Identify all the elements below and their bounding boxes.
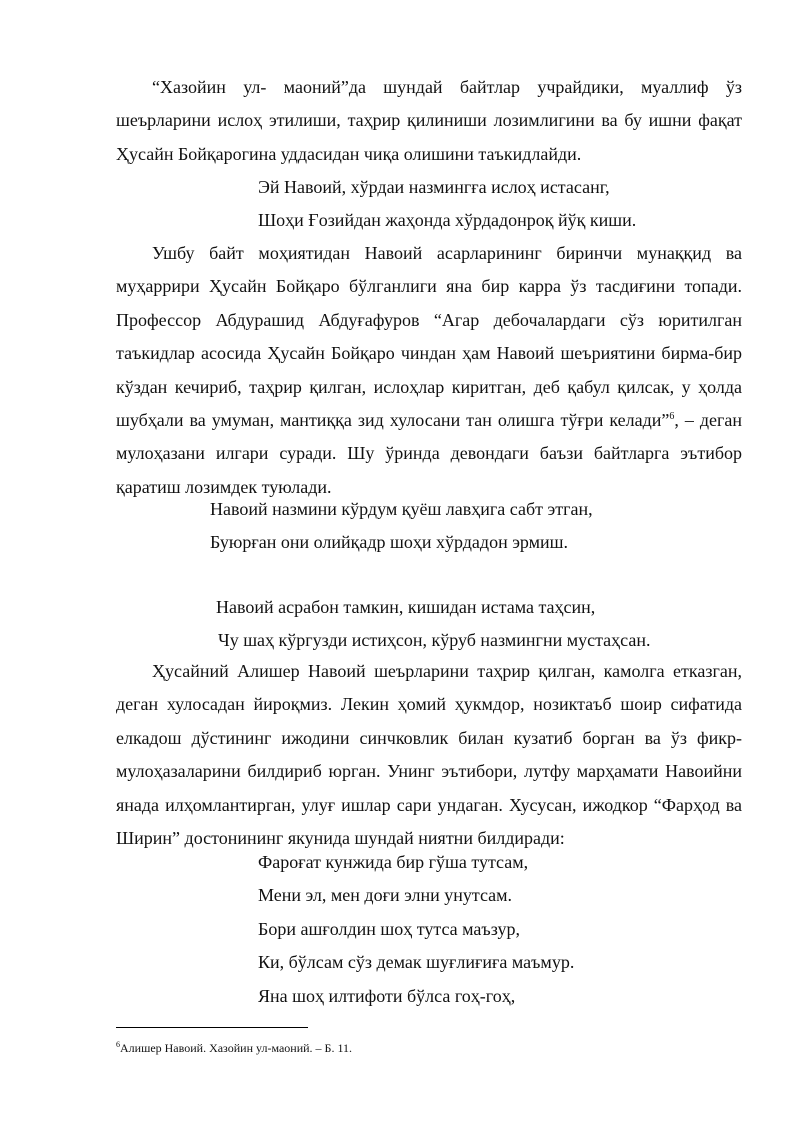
verse-block-1 <box>258 171 636 238</box>
verse-line: Навоий назмини кўрдум қуёш лавҳига сабт этган, <box>210 499 593 519</box>
paragraph-1: “Хазойин ул- маоний”да шундай байтлар учрайдики, муаллиф ўз шеърларини ислоҳ этилиши, таҳрир қилиниши лозимлигини ва бу ишни фақат Ҳусайн Бойқарогина уддасидан чиқа олишини таъкидлайди. <box>116 77 742 164</box>
verse-block-4 <box>258 846 574 1013</box>
verse-line: Мени эл, мен доғи элни унутсам. <box>258 885 513 906</box>
paragraph-2 <box>116 237 742 504</box>
footnote-separator <box>116 1027 308 1028</box>
verse-line: Эй Навоий, хўрдаи назмингға ислоҳ истасанг, <box>258 177 610 197</box>
verse-line: Ки, бўлсам сўз демак шуғлиғиға маъмур. <box>258 952 575 973</box>
footnote-ref: 6 <box>669 411 675 423</box>
verse-line: Навоий асрабон тамкин, кишидан истама таҳсин, <box>216 597 596 617</box>
verse-block-3 <box>216 591 651 658</box>
paragraph-2-text: Ушбу байт моҳиятидан Навоий асарларининг биринчи мунаққид ва муҳаррири Ҳусайн Бойқаро бўлганлиги яна бир карра ўз тасдиғини топади. Профессор Абдурашид Абдуғафуров “Агар дебочалардаги сўз юритилган таъкидлар асосида Ҳусайн Бойқаро чиндан ҳам Навоий шеъриятини бирма-бир кўздан кечириб, таҳрир қилган, ислоҳлар киритган, деб қабул қилсак, у ҳолда шубҳали ва умуман, мантиққа зид хулосани тан олишга тўғри келади” <box>116 243 742 431</box>
verse-block-2 <box>210 493 593 560</box>
verse-line: Шоҳи Ғозийдан жаҳонда хўрдадонроқ йўқ киши. <box>258 210 637 231</box>
verse-line: Буюрған они олийқадр шоҳи хўрдадон эрмиш. <box>210 532 569 553</box>
footnote-marker: 6 <box>116 1040 120 1049</box>
verse-line: Фароғат кунжида бир гўша тутсам, <box>258 852 529 872</box>
footnote <box>116 1040 352 1056</box>
verse-line: Яна шоҳ илтифоти бўлса гоҳ-гоҳ, <box>258 985 516 1006</box>
paragraph-2-tail: , – деган мулоҳазани илгари суради. Шу ўринда девондаги баъзи байтларга эътибор қаратиш лозимдек туюлади. <box>116 410 742 497</box>
paragraph-3: Ҳусайний Алишер Навоий шеърларини таҳрир қилган, камолга етказган, деган хулосадан йироқмиз. Лекин ҳомий ҳукмдор, нозиктаъб шоир сифатида елкадош дўстининг ижодини синчковлик билан кузатиб борган ва ўз фикр-мулоҳазаларини билдириб юрган. Унинг эътибори, лутфу марҳамати Навоийни янада илҳомлантирган, улуғ ишлар сари ундаган. Хусусан, ижодкор “Фарҳод ва Ширин” достонининг якунида шундай ниятни билдиради: <box>116 661 742 849</box>
verse-line: Чу шаҳ кўргузди истиҳсон, кўруб назмингни мустаҳсан. <box>218 630 651 651</box>
footnote-text: Алишер Навоий. Хазойин ул-маоний. – Б. 11. <box>120 1041 352 1055</box>
verse-line: Бори ашғолдин шоҳ тутса маъзур, <box>258 918 520 939</box>
